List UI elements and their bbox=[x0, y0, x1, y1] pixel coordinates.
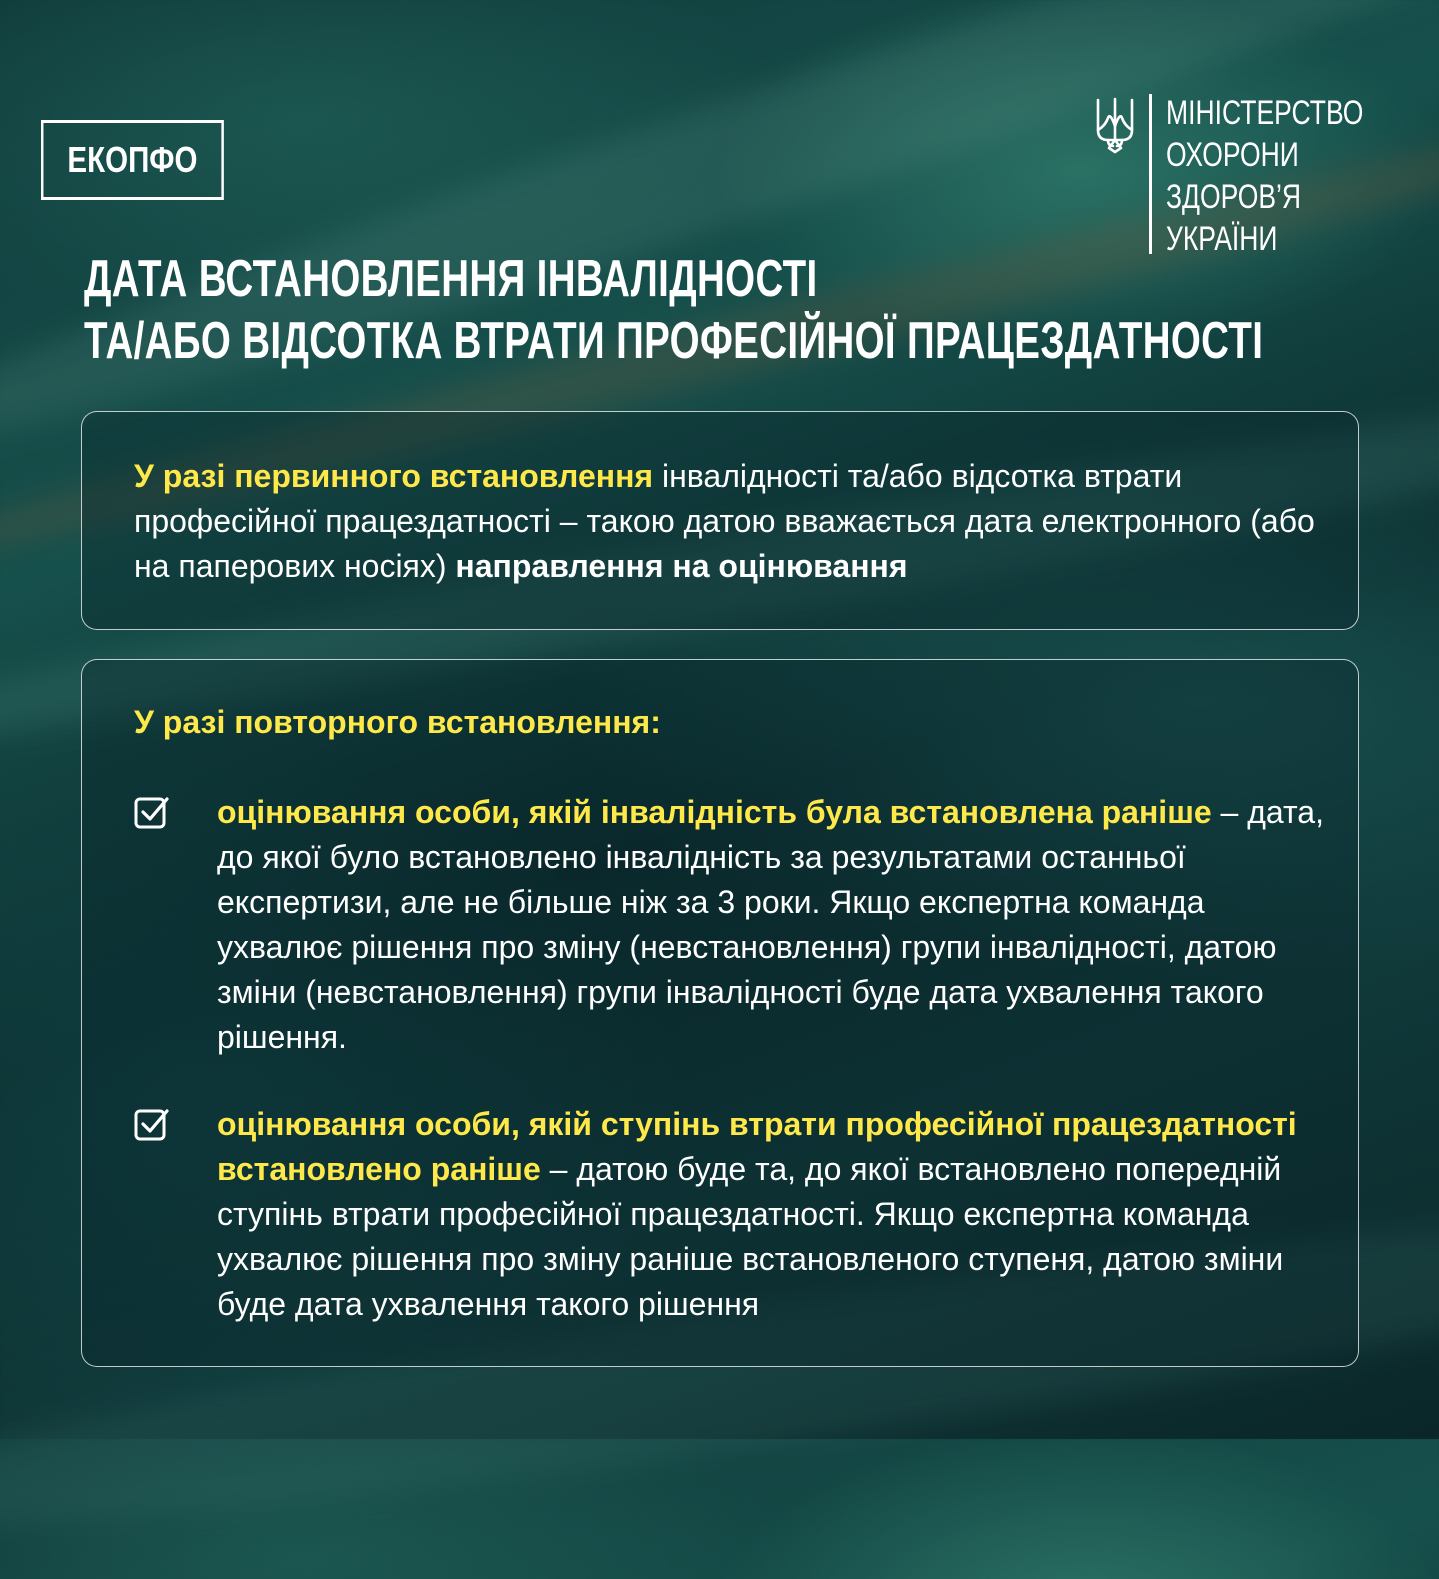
ministry-logo bbox=[1094, 94, 1364, 264]
checkbox-icon bbox=[134, 1106, 170, 1142]
list-item-highlight: оцінювання особи, якій інвалідність була встановлена раніше bbox=[217, 794, 1212, 830]
primary-establishment-body: інвалідності та/або відсотка втрати професійної працездатності – такою датою вважається дата електронного bbox=[134, 458, 1251, 539]
ministry-name-line: ОХОРОНИ bbox=[1166, 136, 1299, 174]
list-item-text bbox=[217, 790, 1332, 1060]
ministry-name-line: УКРАЇНИ bbox=[1166, 220, 1278, 258]
page-title bbox=[84, 248, 1264, 372]
page-title-line-2: ТА/АБО ВІДСОТКА ВТРАТИ ПРОФЕСІЙНОЇ ПРАЦЕЗДАТНОСТІ bbox=[84, 312, 1264, 370]
list-item-body: – датою буде та, до якої встановлено попередній ступінь втрати професійної працездатності. Якщо експертна команда ухвалює рішення про зміну раніше встановленого ступеня, датою зміни буде дата ухвалення такого рішення bbox=[217, 1151, 1284, 1322]
ministry-name-line: МІНІСТЕРСТВО bbox=[1166, 94, 1364, 132]
category-tag bbox=[41, 120, 224, 200]
primary-establishment-card bbox=[81, 411, 1359, 630]
paper-media-note: (або на паперових носіях) bbox=[134, 503, 1315, 584]
repeat-establishment-heading: У разі повторного встановлення: bbox=[134, 704, 661, 740]
referral-text: направлення на оцінювання bbox=[446, 548, 908, 584]
list-item-text bbox=[217, 1102, 1332, 1327]
trident-icon bbox=[1094, 96, 1136, 154]
primary-establishment-text bbox=[134, 454, 1324, 589]
page-title-line-1: ДАТА ВСТАНОВЛЕННЯ ІНВАЛІДНОСТІ bbox=[84, 250, 818, 308]
list-item-body: – дата, до якої було встановлено інвалідність за результатами останньої експертизи, але не більше ніж за 3 роки. Якщо експертна команда ухвалює рішення про зміну (невстановлення) групи інвалідності, датою зміни (невстановлення) групи інвалідності буде дата ухвалення такого рішення. bbox=[217, 794, 1324, 1055]
category-tag-label: ЕКОПФО bbox=[67, 139, 198, 180]
checkbox-icon bbox=[134, 794, 170, 830]
list-item-highlight: оцінювання особи, якій ступінь втрати професійної працездатності встановлено раніше bbox=[217, 1106, 1297, 1187]
ministry-name bbox=[1166, 92, 1363, 260]
ministry-name-line: ЗДОРОВ’Я bbox=[1166, 178, 1302, 216]
logo-divider bbox=[1149, 94, 1152, 254]
primary-establishment-highlight: У разі первинного встановлення bbox=[134, 458, 654, 494]
repeat-establishment-card bbox=[81, 659, 1359, 1367]
